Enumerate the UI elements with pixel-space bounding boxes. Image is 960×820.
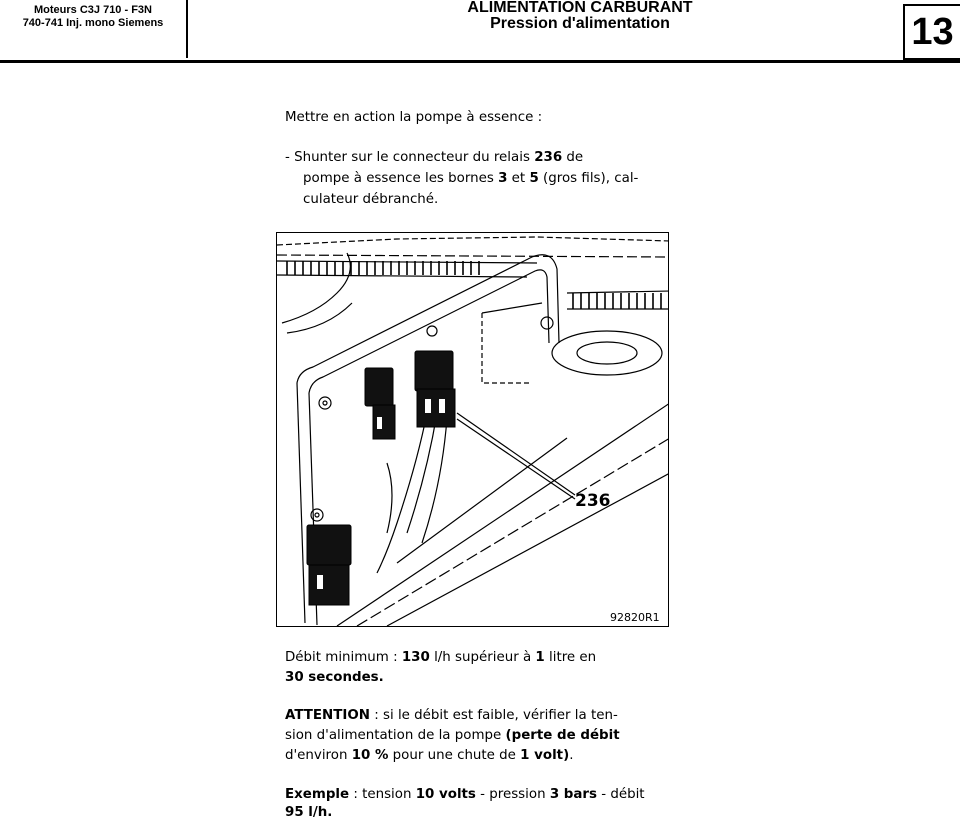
debit-text: Débit minimum : bbox=[285, 650, 402, 665]
debit-line2: 30 secondes. bbox=[285, 670, 384, 685]
attention-line3 bbox=[285, 748, 573, 763]
exemple-text: - débit bbox=[597, 787, 645, 802]
attention-emphasis: 1 volt) bbox=[520, 748, 570, 763]
exemple-line1 bbox=[285, 787, 645, 802]
debit-value: 1 bbox=[535, 650, 545, 665]
attention-line2 bbox=[285, 728, 620, 743]
relay-drawing bbox=[277, 233, 669, 627]
step-text: et bbox=[507, 171, 530, 186]
step-line3: culateur débranché. bbox=[303, 192, 439, 207]
intro-text: Mettre en action la pompe à essence : bbox=[285, 110, 543, 125]
step-line1 bbox=[285, 150, 583, 165]
debit-line1 bbox=[285, 650, 596, 665]
figure-callout-236: 236 bbox=[575, 491, 611, 511]
attention-emphasis: 10 % bbox=[351, 748, 389, 763]
header-rule bbox=[0, 60, 960, 63]
attention-text: : si le débit est faible, vérifier la ten- bbox=[369, 708, 618, 723]
section-number: 13 bbox=[903, 4, 960, 60]
exemple-text: : tension bbox=[349, 787, 416, 802]
debit-value: 130 bbox=[401, 650, 430, 665]
step-line2 bbox=[303, 171, 638, 186]
header-model-line1: Moteurs C3J 710 - F3N bbox=[34, 4, 152, 16]
header-model-box bbox=[0, 0, 188, 58]
attention-text: pour une chute de bbox=[388, 748, 521, 763]
attention-label: ATTENTION bbox=[285, 708, 370, 723]
terminal-ref: 3 bbox=[498, 171, 508, 186]
exemple-label: Exemple bbox=[285, 787, 350, 802]
relay-ref: 236 bbox=[534, 150, 563, 165]
exemple-value: 3 bars bbox=[549, 787, 597, 802]
relay-illustration bbox=[276, 232, 669, 627]
debit-text: litre en bbox=[544, 650, 597, 665]
attention-text: . bbox=[569, 748, 574, 763]
header-model-line2: 740-741 Inj. mono Siemens bbox=[22, 17, 164, 29]
figure-reference: 92820R1 bbox=[610, 611, 660, 624]
exemple-value: 10 volts bbox=[415, 787, 476, 802]
exemple-line2: 95 l/h. bbox=[285, 805, 333, 820]
step-text: de bbox=[562, 150, 584, 165]
attention-line1 bbox=[285, 708, 618, 723]
step-text: pompe à essence les bornes bbox=[303, 171, 499, 186]
terminal-ref: 5 bbox=[529, 171, 539, 186]
attention-emphasis: (perte de débit bbox=[505, 728, 620, 743]
attention-text: d'environ bbox=[285, 748, 352, 763]
exemple-text: - pression bbox=[475, 787, 550, 802]
attention-text: sion d'alimentation de la pompe bbox=[285, 728, 506, 743]
step-text: (gros fils), cal- bbox=[538, 171, 639, 186]
step-text: - Shunter sur le connecteur du relais bbox=[285, 150, 535, 165]
header-subtitle: Pression d'alimentation bbox=[490, 15, 670, 32]
header-title: ALIMENTATION CARBURANT bbox=[467, 0, 693, 16]
debit-text: l/h supérieur à bbox=[429, 650, 536, 665]
